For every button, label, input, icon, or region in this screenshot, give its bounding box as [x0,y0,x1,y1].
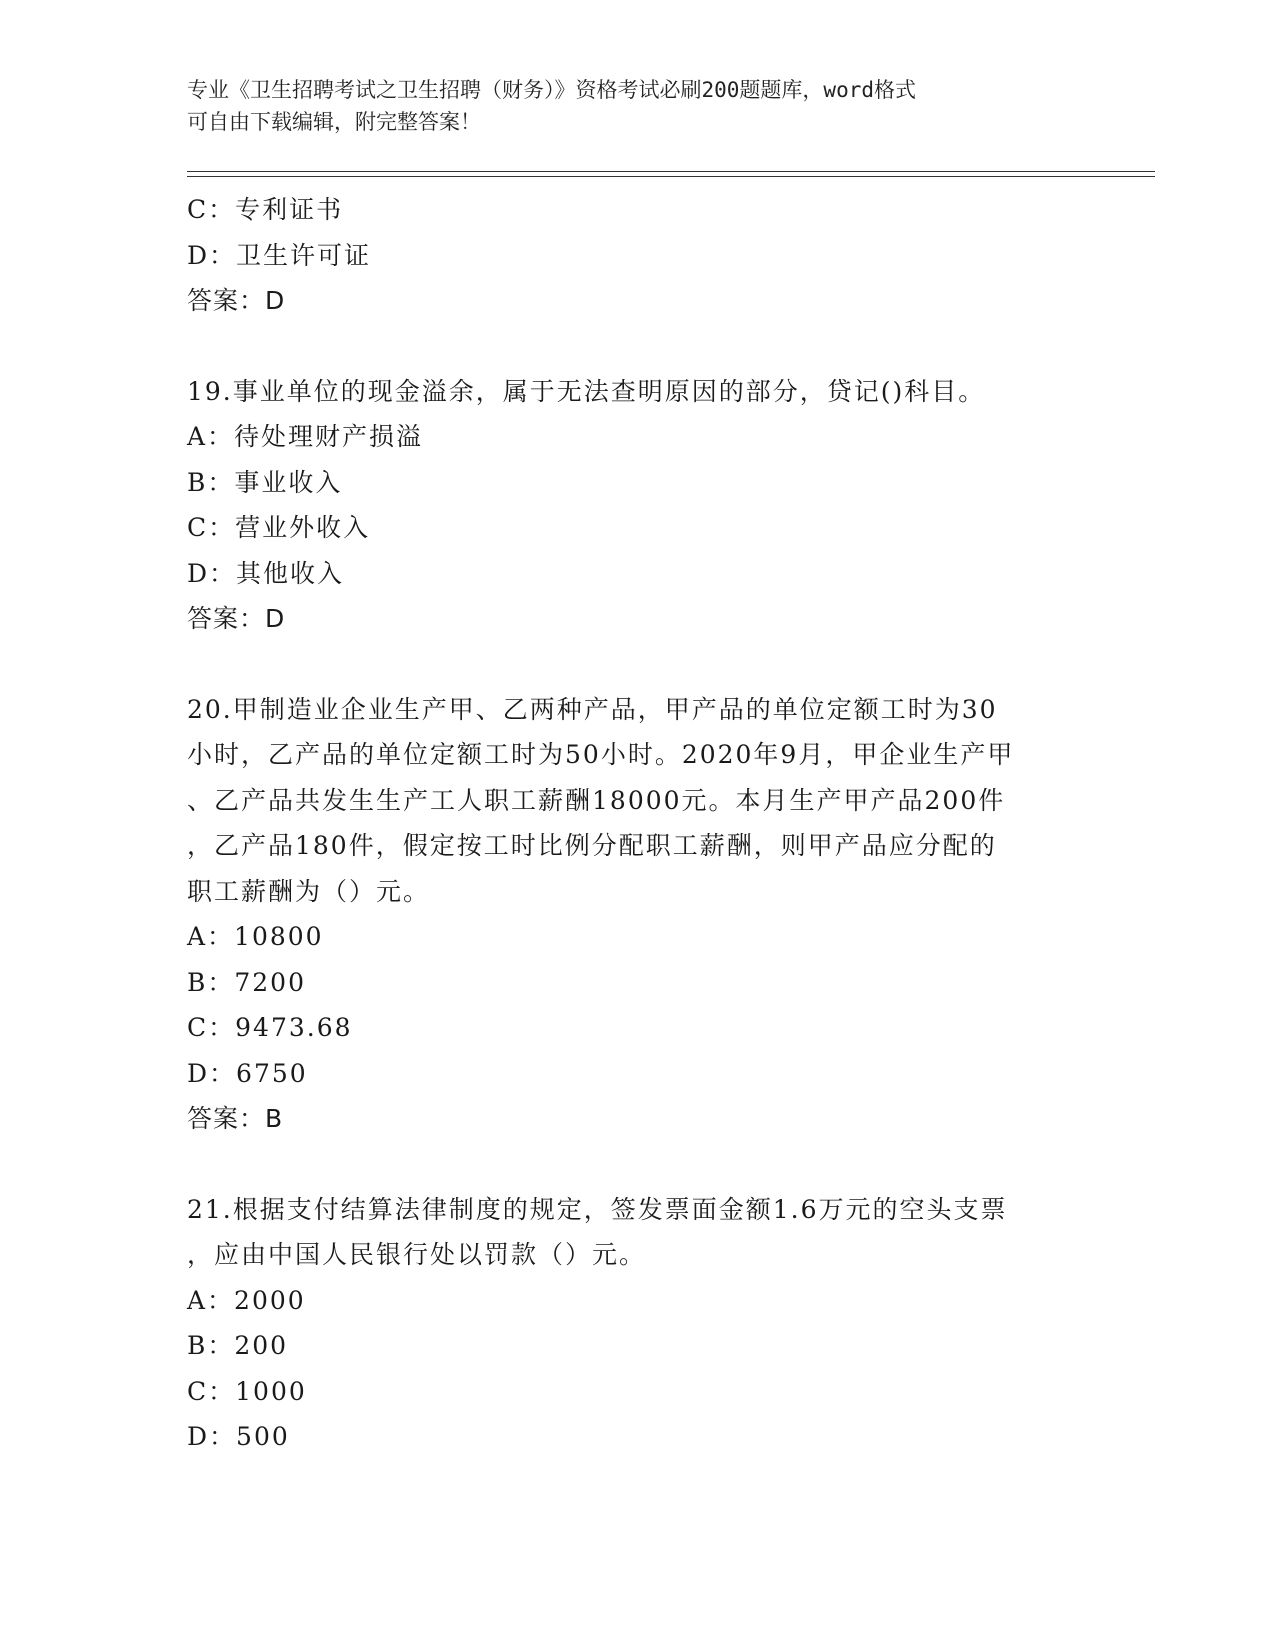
option-d: D：卫生许可证 [187,240,372,270]
question-text: 19.事业单位的现金溢余，属于无法查明原因的部分，贷记()科目。 [187,376,986,406]
header-line-1: 专业《卫生招聘考试之卫生招聘（财务）》资格考试必刷200题题库，word格式 [187,78,916,102]
question-21 [187,1187,1087,1460]
option-d: D：6750 [187,1058,308,1088]
answer-line: 答案：D [187,604,286,633]
question-list [187,187,1087,1460]
answer-line: 答案：D [187,286,286,315]
option-c: C：营业外收入 [187,513,371,542]
option-c: C：9473.68 [187,1013,353,1042]
question-text: 21.根据支付结算法律制度的规定，签发票面金额1.6万元的空头支票 [187,1194,1008,1224]
option-a: A：待处理财产损溢 [187,422,424,451]
document-header [187,74,1067,138]
question-text: 小时，乙产品的单位定额工时为50小时。2020年9月，甲企业生产甲 [187,740,1015,769]
option-a: A：10800 [187,922,324,951]
question-text: 、乙产品共发生生产工人职工薪酬18000元。本月生产甲产品200件 [187,785,1006,815]
option-b: B：200 [187,1331,289,1360]
option-a: A：2000 [187,1285,306,1315]
question-text: 20.甲制造业企业生产甲、乙两种产品，甲产品的单位定额工时为30 [187,694,998,724]
question-18-continued [187,187,1087,324]
question-19 [187,369,1087,642]
option-c: C：专利证书 [187,195,344,224]
header-line-2: 可自由下载编辑，附完整答案！ [187,110,481,134]
header-rule-bottom [187,176,1155,177]
answer-line: 答案：B [187,1104,284,1133]
question-text: ，乙产品180件，假定按工时比例分配职工薪酬，则甲产品应分配的 [187,831,997,860]
question-text: ，应由中国人民银行处以罚款（）元。 [187,1240,647,1269]
option-d: D：其他收入 [187,558,345,588]
option-d: D：500 [187,1422,290,1451]
option-b: B：事业收入 [187,467,343,497]
option-b: B：7200 [187,967,306,997]
question-text: 职工薪酬为（）元。 [187,876,431,906]
option-c: C：1000 [187,1376,307,1406]
question-20 [187,687,1087,1142]
header-rule-top [187,171,1155,172]
